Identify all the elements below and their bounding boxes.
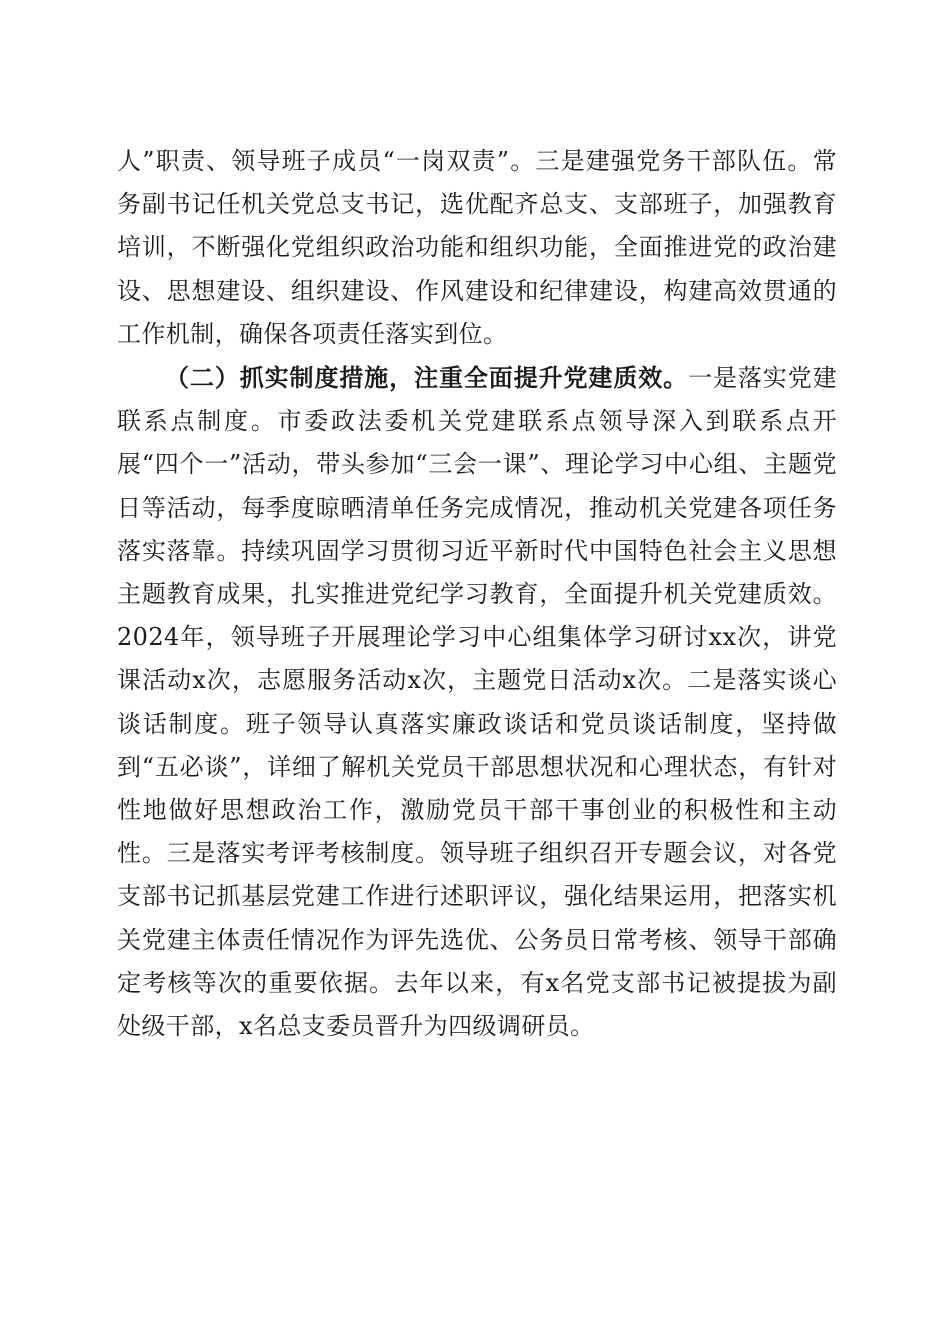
paragraph-1-text: 人”职责、领导班子成员“一岗双责”。三是建强党务干部队伍。常务副书记任机关党总支书记，选优配齐总支、支部班子，加强教育培训，不断强化党组织政治功能和组织功能，全面推进党的政治建设、思想建设、组织建设、作风建设和纪律建设，构建高效贯通的工作机制，确保各项责任落实到位。 <box>117 147 837 348</box>
section-2-body: 一是落实党建联系点制度。市委政法委机关党建联系点领导深入到联系点开展“四个一”活动，带头参加“三会一课”、理论学习中心组、主题党日等活动，每季度晾晒清单任务完成情况，推动机关党建各项任务落实落靠。持续巩固学习贯彻习近平新时代中国特色社会主义思想主题教育成果，扎实推进党纪学习教育，全面提升机关党建质效。2024年，领导班子开展理论学习中心组集体学习研讨xx次，讲党课活动x次，志愿服务活动x次，主题党日活动x次。二是落实谈心谈话制度。班子领导认真落实廉政谈话和党员谈话制度，坚持做到“五必谈”，详细了解机关党员干部思想状况和心理状态，有针对性地做好思想政治工作，激励党员干部干事创业的积极性和主动性。三是落实考评考核制度。领导班子组织召开专题会议，对各党支部书记抓基层党建工作进行述职评议，强化结果运用，把落实机关党建主体责任情况作为评先选优、公务员日常考核、领导干部确定考核等次的重要依据。去年以来，有x名党支部书记被提拔为副处级干部，x名总支委员晋升为四级调研员。 <box>117 364 837 1041</box>
section-2-heading: （二）抓实制度措施，注重全面提升党建质效。 <box>165 363 689 393</box>
paragraph-section-2 <box>117 356 837 1048</box>
document-body <box>117 140 837 1048</box>
paragraph-continued <box>117 140 837 356</box>
